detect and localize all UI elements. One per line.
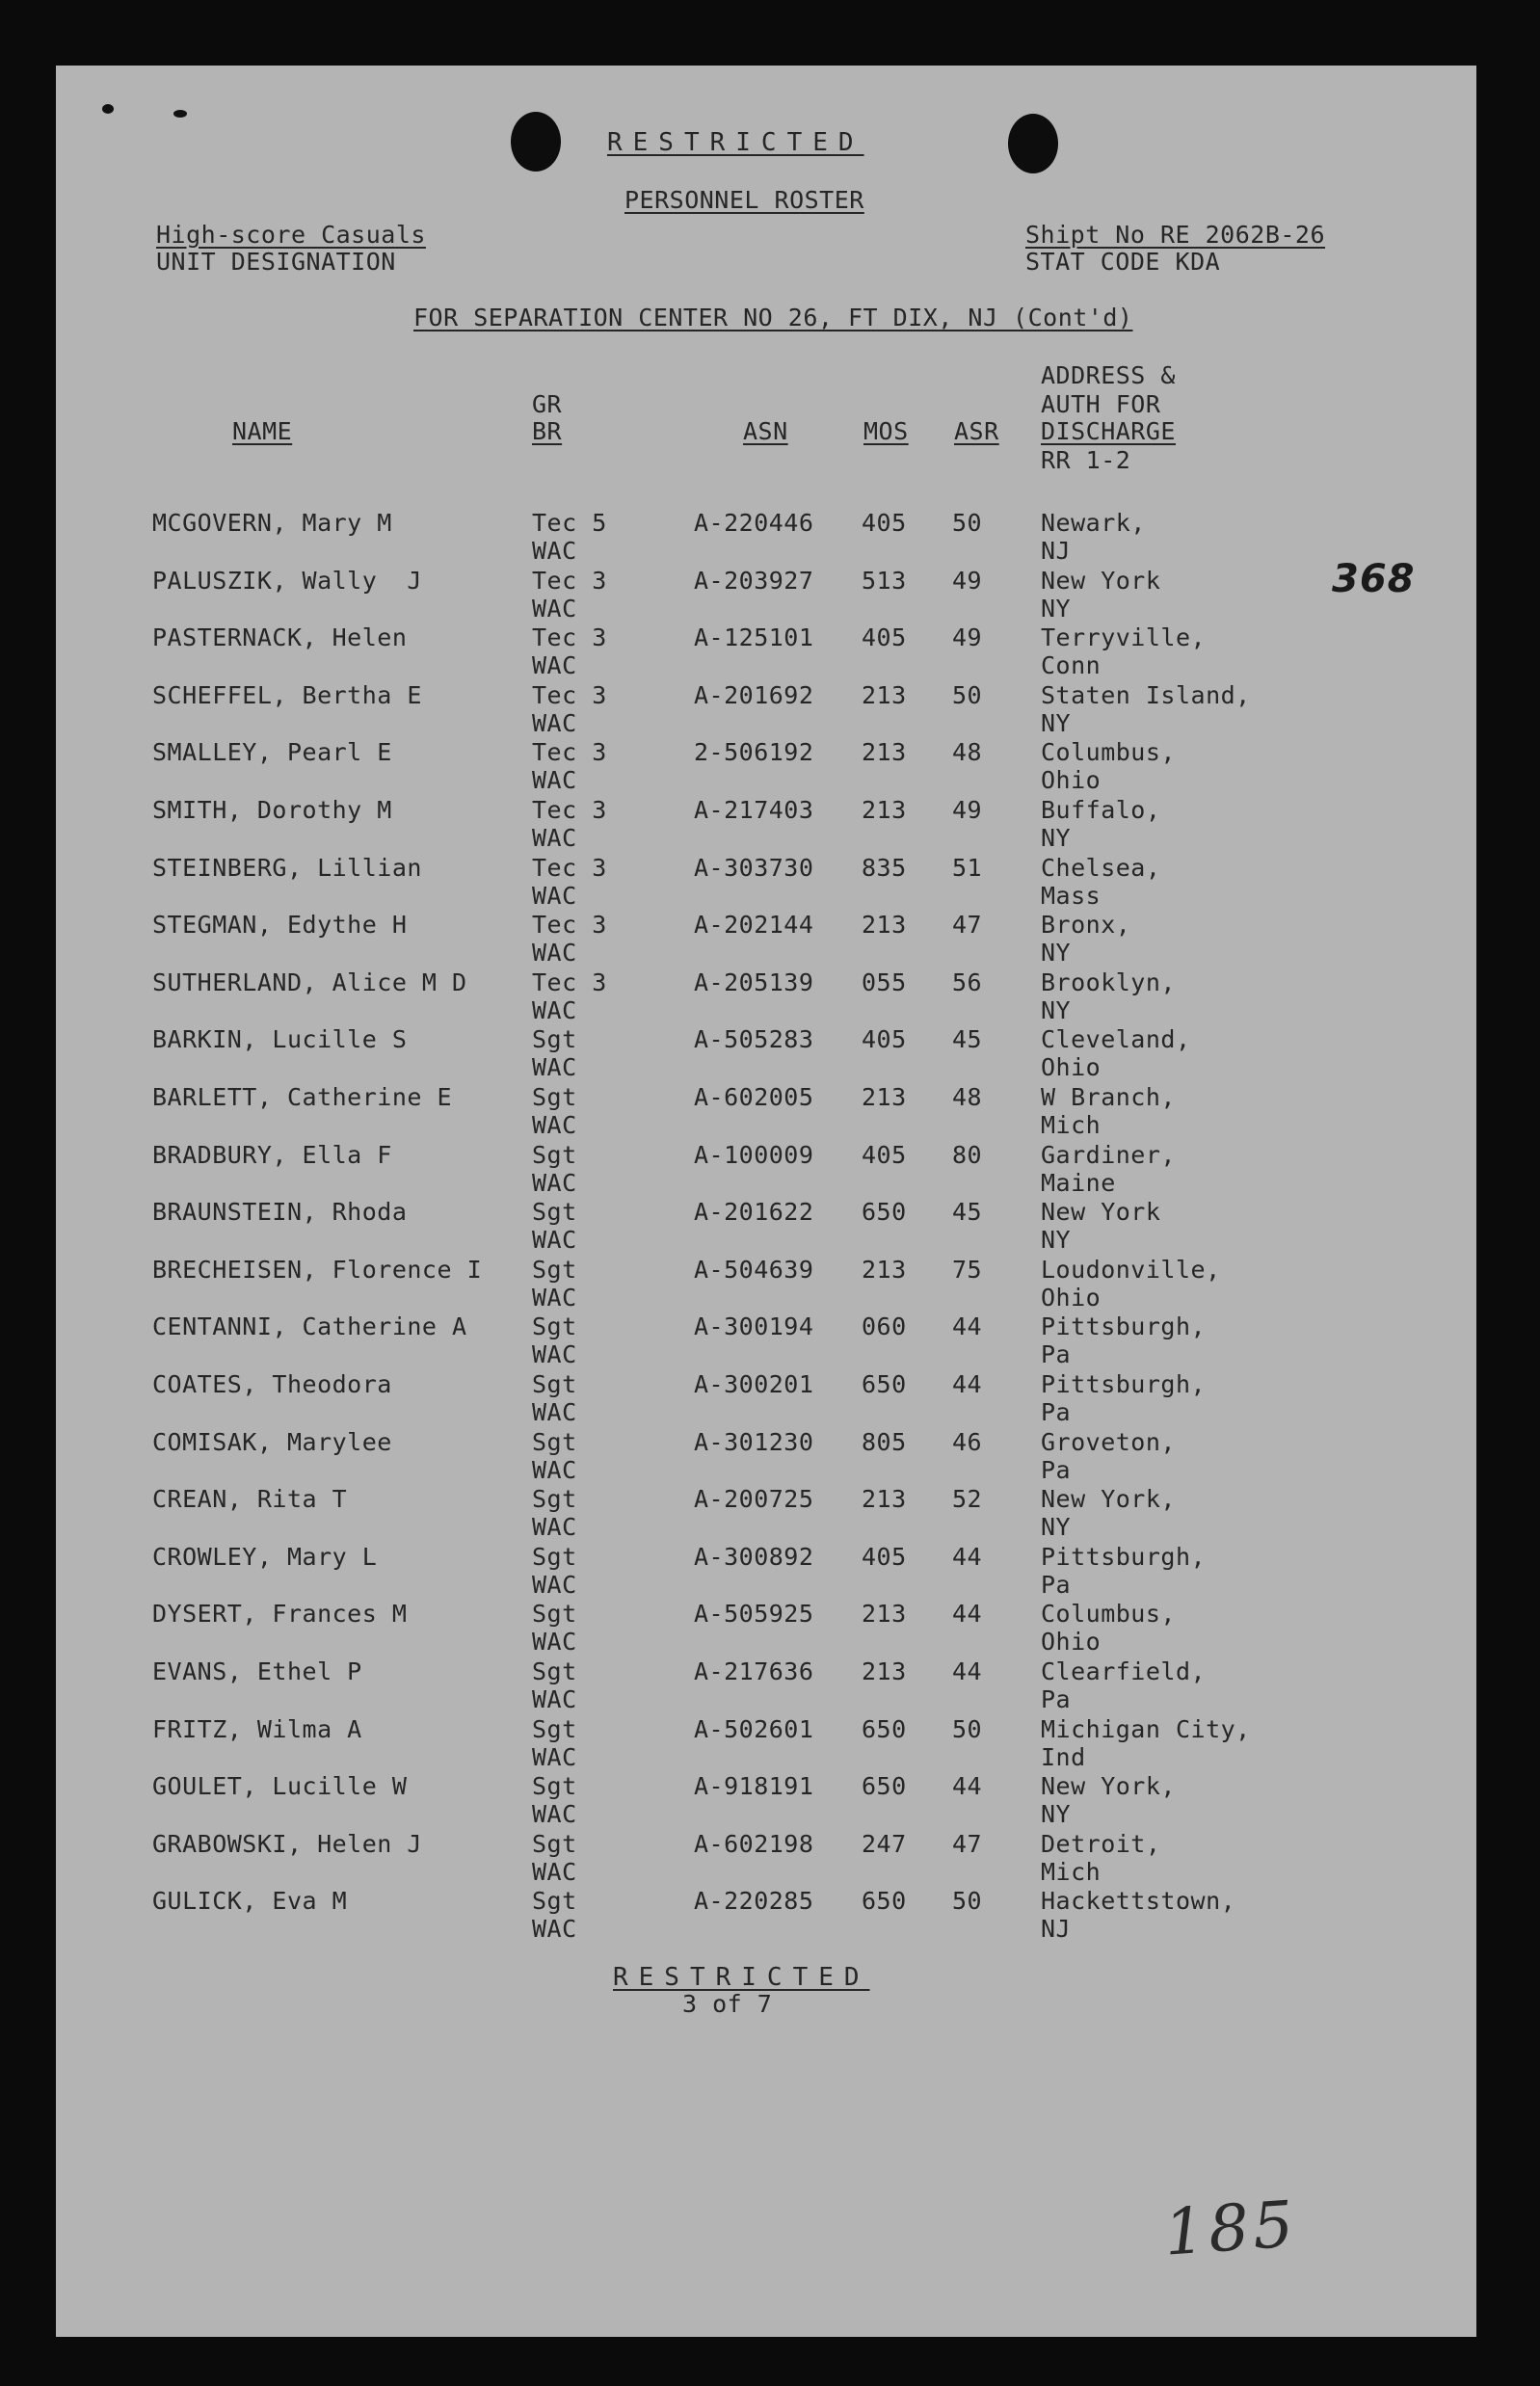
cell-mos: 213 (862, 1657, 907, 1685)
cell-asr: 44 (952, 1657, 983, 1685)
cell-mos: 055 (862, 968, 907, 996)
cell-state: Pa (1041, 1398, 1072, 1426)
cell-branch: WAC (532, 939, 577, 967)
cell-asn: A-200725 (694, 1485, 814, 1513)
cell-asr: 45 (952, 1198, 983, 1226)
table-row (56, 1543, 1476, 1601)
cell-city: New York (1041, 567, 1161, 595)
cell-state: NY (1041, 996, 1072, 1024)
cell-asn: A-125101 (694, 623, 814, 651)
cell-mos: 835 (862, 854, 907, 882)
cell-mos: 405 (862, 623, 907, 651)
cell-grade: Tec 3 (532, 854, 607, 882)
cell-grade: Sgt (532, 1543, 577, 1571)
cell-asn: A-201692 (694, 681, 814, 709)
cell-city: Terryville, (1041, 623, 1207, 651)
cell-grade: Tec 3 (532, 738, 607, 766)
cell-city: Michigan City, (1041, 1715, 1251, 1743)
cell-mos: 213 (862, 911, 907, 939)
cell-asn: 2-506192 (694, 738, 814, 766)
cell-asn: A-300892 (694, 1543, 814, 1571)
classification-top: RESTRICTED (607, 128, 864, 157)
cell-grade: Tec 3 (532, 623, 607, 651)
cell-city: Columbus, (1041, 1600, 1176, 1628)
cell-grade: Sgt (532, 1025, 577, 1053)
cell-state: NY (1041, 939, 1072, 967)
cell-city: Newark, (1041, 509, 1146, 537)
cell-asn: A-300194 (694, 1312, 814, 1340)
cell-asn: A-220285 (694, 1887, 814, 1915)
cell-mos: 213 (862, 738, 907, 766)
cell-asr: 45 (952, 1025, 983, 1053)
cell-name: CROWLEY, Mary L (152, 1543, 378, 1571)
cell-branch: WAC (532, 824, 577, 852)
table-row (56, 1830, 1476, 1888)
table-row (56, 1887, 1476, 1945)
cell-asr: 44 (952, 1772, 983, 1800)
cell-mos: 405 (862, 509, 907, 537)
cell-mos: 650 (862, 1772, 907, 1800)
cell-branch: WAC (532, 996, 577, 1024)
cell-grade: Tec 3 (532, 968, 607, 996)
cell-state: Ind (1041, 1743, 1086, 1771)
cell-asn: A-217403 (694, 796, 814, 824)
cell-city: Cleveland, (1041, 1025, 1191, 1053)
cell-asn: A-502601 (694, 1715, 814, 1743)
cell-branch: WAC (532, 1915, 577, 1943)
cell-state: NY (1041, 1800, 1072, 1828)
cell-asn: A-303730 (694, 854, 814, 882)
cell-mos: 213 (862, 1083, 907, 1111)
cell-state: NY (1041, 595, 1072, 623)
unit-label: UNIT DESIGNATION (156, 248, 396, 276)
cell-branch: WAC (532, 1743, 577, 1771)
cell-branch: WAC (532, 595, 577, 623)
handwritten-number: 185 (1161, 2187, 1300, 2270)
cell-mos: 805 (862, 1428, 907, 1456)
cell-name: BRECHEISEN, Florence I (152, 1256, 483, 1284)
col-asr: ASR (954, 417, 999, 445)
cell-name: STEGMAN, Edythe H (152, 911, 408, 939)
punch-hole-left (511, 112, 561, 172)
ink-speck (173, 110, 187, 118)
cell-city: Gardiner, (1041, 1141, 1176, 1169)
cell-mos: 213 (862, 796, 907, 824)
cell-asr: 49 (952, 623, 983, 651)
cell-name: CREAN, Rita T (152, 1485, 348, 1513)
roster-title: PERSONNEL ROSTER (624, 186, 864, 214)
cell-name: CENTANNI, Catherine A (152, 1312, 467, 1340)
cell-asr: 50 (952, 509, 983, 537)
cell-grade: Sgt (532, 1715, 577, 1743)
cell-asr: 44 (952, 1370, 983, 1398)
cell-branch: WAC (532, 1398, 577, 1426)
cell-state: NJ (1041, 537, 1072, 565)
table-row (56, 854, 1476, 912)
col-branch: BR (532, 417, 563, 445)
cell-branch: WAC (532, 1628, 577, 1656)
cell-mos: 213 (862, 1600, 907, 1628)
cell-asn: A-220446 (694, 509, 814, 537)
cell-name: BRAUNSTEIN, Rhoda (152, 1198, 408, 1226)
table-row (56, 623, 1476, 681)
cell-mos: 213 (862, 1256, 907, 1284)
cell-asr: 47 (952, 911, 983, 939)
cell-name: BARLETT, Catherine E (152, 1083, 453, 1111)
cell-grade: Tec 3 (532, 911, 607, 939)
cell-city: Hackettstown, (1041, 1887, 1236, 1915)
cell-city: Columbus, (1041, 738, 1176, 766)
cell-state: NY (1041, 1226, 1072, 1254)
cell-state: Mich (1041, 1111, 1102, 1139)
cell-asn: A-202144 (694, 911, 814, 939)
cell-asr: 75 (952, 1256, 983, 1284)
table-row (56, 796, 1476, 854)
cell-asn: A-205139 (694, 968, 814, 996)
cell-name: PALUSZIK, Wally J (152, 567, 422, 595)
cell-mos: 060 (862, 1312, 907, 1340)
col-address-3: DISCHARGE (1041, 417, 1176, 445)
cell-mos: 650 (862, 1370, 907, 1398)
cell-name: EVANS, Ethel P (152, 1657, 362, 1685)
cell-state: Ohio (1041, 1628, 1102, 1656)
cell-grade: Tec 5 (532, 509, 607, 537)
cell-grade: Sgt (532, 1830, 577, 1858)
cell-asn: A-301230 (694, 1428, 814, 1456)
page-number: 3 of 7 (682, 1990, 773, 2018)
table-row (56, 681, 1476, 739)
cell-asn: A-300201 (694, 1370, 814, 1398)
cell-branch: WAC (532, 651, 577, 679)
cell-grade: Sgt (532, 1428, 577, 1456)
cell-mos: 213 (862, 1485, 907, 1513)
table-row (56, 1657, 1476, 1715)
cell-name: STEINBERG, Lillian (152, 854, 422, 882)
cell-asr: 44 (952, 1312, 983, 1340)
ink-speck (102, 104, 114, 114)
cell-asr: 46 (952, 1428, 983, 1456)
cell-city: W Branch, (1041, 1083, 1176, 1111)
classification-bottom: RESTRICTED (613, 1963, 870, 1992)
cell-city: Loudonville, (1041, 1256, 1221, 1284)
cell-branch: WAC (532, 1858, 577, 1886)
cell-asn: A-602005 (694, 1083, 814, 1111)
cell-city: Pittsburgh, (1041, 1370, 1207, 1398)
cell-city: New York (1041, 1198, 1161, 1226)
cell-city: Buffalo, (1041, 796, 1161, 824)
cell-asn: A-201622 (694, 1198, 814, 1226)
punch-hole-right (1008, 114, 1058, 173)
cell-asr: 50 (952, 681, 983, 709)
cell-city: Staten Island, (1041, 681, 1251, 709)
table-row (56, 968, 1476, 1026)
cell-city: Bronx, (1041, 911, 1131, 939)
cell-grade: Sgt (532, 1657, 577, 1685)
cell-branch: WAC (532, 1284, 577, 1312)
cell-state: Mass (1041, 882, 1102, 910)
cell-branch: WAC (532, 1800, 577, 1828)
cell-mos: 405 (862, 1543, 907, 1571)
cell-name: PASTERNACK, Helen (152, 623, 408, 651)
cell-name: FRITZ, Wilma A (152, 1715, 362, 1743)
cell-city: Brooklyn, (1041, 968, 1176, 996)
cell-name: MCGOVERN, Mary M (152, 509, 392, 537)
col-address-1: ADDRESS & (1041, 361, 1176, 389)
table-row (56, 509, 1476, 567)
table-row (56, 1428, 1476, 1486)
cell-city: Chelsea, (1041, 854, 1161, 882)
cell-branch: WAC (532, 1053, 577, 1081)
cell-grade: Sgt (532, 1256, 577, 1284)
cell-state: Pa (1041, 1340, 1072, 1368)
cell-state: Pa (1041, 1685, 1072, 1713)
cell-grade: Sgt (532, 1198, 577, 1226)
cell-grade: Sgt (532, 1600, 577, 1628)
cell-state: NY (1041, 709, 1072, 737)
cell-branch: WAC (532, 1111, 577, 1139)
cell-asr: 51 (952, 854, 983, 882)
cell-mos: 405 (862, 1025, 907, 1053)
cell-asr: 49 (952, 567, 983, 595)
table-row (56, 1485, 1476, 1543)
cell-asn: A-505283 (694, 1025, 814, 1053)
cell-state: Maine (1041, 1169, 1116, 1197)
cell-city: Pittsburgh, (1041, 1543, 1207, 1571)
cell-state: NJ (1041, 1915, 1072, 1943)
cell-asn: A-217636 (694, 1657, 814, 1685)
unit-name: High-score Casuals (156, 221, 426, 249)
cell-name: BARKIN, Lucille S (152, 1025, 408, 1053)
cell-asr: 48 (952, 1083, 983, 1111)
cell-asn: A-602198 (694, 1830, 814, 1858)
cell-branch: WAC (532, 1340, 577, 1368)
cell-mos: 650 (862, 1887, 907, 1915)
cell-mos: 247 (862, 1830, 907, 1858)
table-row (56, 1600, 1476, 1657)
cell-name: DYSERT, Frances M (152, 1600, 408, 1628)
document-page (56, 66, 1476, 2337)
cell-city: Clearfield, (1041, 1657, 1207, 1685)
cell-name: COMISAK, Marylee (152, 1428, 392, 1456)
cell-asr: 47 (952, 1830, 983, 1858)
cell-asn: A-100009 (694, 1141, 814, 1169)
col-address-2: AUTH FOR (1041, 390, 1161, 418)
cell-grade: Tec 3 (532, 796, 607, 824)
cell-name: SUTHERLAND, Alice M D (152, 968, 467, 996)
cell-asr: 80 (952, 1141, 983, 1169)
cell-asr: 50 (952, 1715, 983, 1743)
cell-asr: 56 (952, 968, 983, 996)
cell-asr: 44 (952, 1600, 983, 1628)
table-row (56, 1141, 1476, 1199)
cell-name: BRADBURY, Ella F (152, 1141, 392, 1169)
cell-state: Ohio (1041, 766, 1102, 794)
cell-branch: WAC (532, 1456, 577, 1484)
cell-state: NY (1041, 824, 1072, 852)
cell-state: NY (1041, 1513, 1072, 1541)
table-row (56, 567, 1476, 624)
table-row (56, 1025, 1476, 1083)
cell-grade: Sgt (532, 1083, 577, 1111)
cell-city: Pittsburgh, (1041, 1312, 1207, 1340)
cell-name: GRABOWSKI, Helen J (152, 1830, 422, 1858)
cell-branch: WAC (532, 709, 577, 737)
cell-mos: 405 (862, 1141, 907, 1169)
cell-mos: 650 (862, 1715, 907, 1743)
table-row (56, 1312, 1476, 1370)
cell-branch: WAC (532, 1513, 577, 1541)
cell-mos: 650 (862, 1198, 907, 1226)
cell-name: SCHEFFEL, Bertha E (152, 681, 422, 709)
col-name: NAME (232, 417, 293, 445)
cell-name: SMITH, Dorothy M (152, 796, 392, 824)
table-row (56, 911, 1476, 968)
cell-asr: 44 (952, 1543, 983, 1571)
col-address-4: RR 1-2 (1041, 446, 1131, 474)
cell-asn: A-918191 (694, 1772, 814, 1800)
cell-grade: Sgt (532, 1887, 577, 1915)
cell-name: GULICK, Eva M (152, 1887, 348, 1915)
cell-asn: A-203927 (694, 567, 814, 595)
cell-asn: A-505925 (694, 1600, 814, 1628)
cell-grade: Sgt (532, 1772, 577, 1800)
cell-state: Pa (1041, 1571, 1072, 1599)
cell-city: Groveton, (1041, 1428, 1176, 1456)
col-grade: GR (532, 390, 563, 418)
cell-branch: WAC (532, 1571, 577, 1599)
cell-city: New York, (1041, 1772, 1176, 1800)
cell-name: SMALLEY, Pearl E (152, 738, 392, 766)
cell-asr: 49 (952, 796, 983, 824)
cell-state: Mich (1041, 1858, 1102, 1886)
cell-branch: WAC (532, 766, 577, 794)
cell-grade: Sgt (532, 1370, 577, 1398)
cell-grade: Sgt (532, 1141, 577, 1169)
cell-branch: WAC (532, 882, 577, 910)
cell-grade: Tec 3 (532, 681, 607, 709)
col-mos: MOS (863, 417, 909, 445)
table-row (56, 1083, 1476, 1141)
table-row (56, 1715, 1476, 1773)
cell-asr: 52 (952, 1485, 983, 1513)
shipment-number: Shipt No RE 2062B-26 (1025, 221, 1326, 249)
destination-line: FOR SEPARATION CENTER NO 26, FT DIX, NJ (Cont'd) (413, 304, 1133, 331)
cell-city: Detroit, (1041, 1830, 1161, 1858)
table-row (56, 738, 1476, 796)
cell-mos: 513 (862, 567, 907, 595)
table-row (56, 1198, 1476, 1256)
cell-grade: Tec 3 (532, 567, 607, 595)
col-asn: ASN (743, 417, 788, 445)
table-row (56, 1256, 1476, 1313)
cell-name: COATES, Theodora (152, 1370, 392, 1398)
cell-asr: 50 (952, 1887, 983, 1915)
cell-city: New York, (1041, 1485, 1176, 1513)
cell-state: Pa (1041, 1456, 1072, 1484)
cell-mos: 213 (862, 681, 907, 709)
table-row (56, 1370, 1476, 1428)
cell-grade: Sgt (532, 1312, 577, 1340)
cell-name: GOULET, Lucille W (152, 1772, 408, 1800)
cell-state: Conn (1041, 651, 1102, 679)
cell-asr: 48 (952, 738, 983, 766)
cell-grade: Sgt (532, 1485, 577, 1513)
table-row (56, 1772, 1476, 1830)
cell-branch: WAC (532, 1226, 577, 1254)
cell-branch: WAC (532, 1685, 577, 1713)
cell-branch: WAC (532, 1169, 577, 1197)
stat-code: STAT CODE KDA (1025, 248, 1221, 276)
cell-asn: A-504639 (694, 1256, 814, 1284)
cell-state: Ohio (1041, 1284, 1102, 1312)
cell-state: Ohio (1041, 1053, 1102, 1081)
stamped-number: 368 (1332, 557, 1416, 601)
cell-branch: WAC (532, 537, 577, 565)
